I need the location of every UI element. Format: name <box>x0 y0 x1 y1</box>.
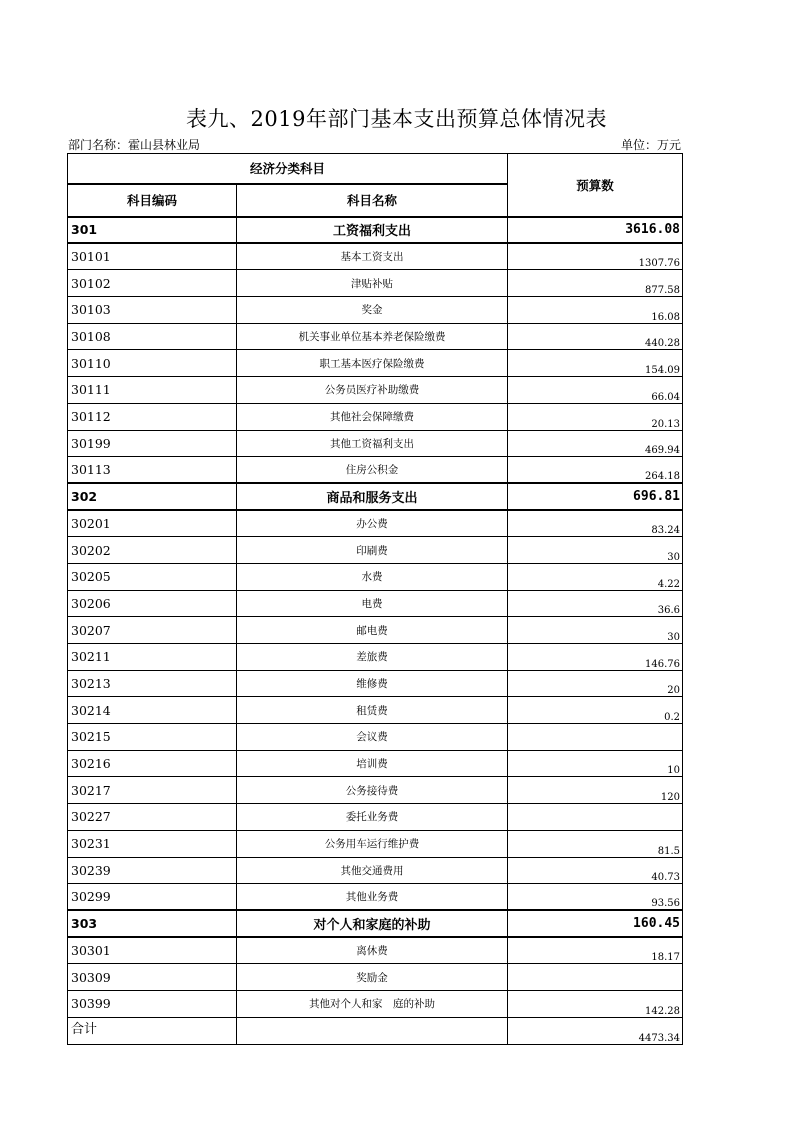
table-row <box>68 297 683 324</box>
total-label: 合计 <box>68 1017 237 1044</box>
row-value: 36.6 <box>508 590 683 617</box>
row-value: 469.94 <box>508 430 683 457</box>
row-code: 30108 <box>68 323 237 350</box>
row-value: 30 <box>508 617 683 644</box>
table-row <box>68 563 683 590</box>
row-name: 住房公积金 <box>237 457 508 484</box>
table-row <box>68 937 683 964</box>
table-row <box>68 777 683 804</box>
category-row <box>68 910 683 937</box>
row-code: 30217 <box>68 777 237 804</box>
row-value: 142.28 <box>508 990 683 1017</box>
table-row <box>68 270 683 297</box>
row-value: 160.45 <box>508 910 683 937</box>
row-code: 30201 <box>68 510 237 537</box>
table-row <box>68 617 683 644</box>
row-name: 公务接待费 <box>237 777 508 804</box>
row-name: 基本工资支出 <box>237 243 508 270</box>
row-code: 30205 <box>68 563 237 590</box>
row-code: 30207 <box>68 617 237 644</box>
row-code: 30102 <box>68 270 237 297</box>
row-name: 津贴补贴 <box>237 270 508 297</box>
row-value: 93.56 <box>508 884 683 911</box>
table-row <box>68 350 683 377</box>
row-name: 对个人和家庭的补助 <box>237 910 508 937</box>
table-row <box>68 323 683 350</box>
table-row <box>68 830 683 857</box>
row-value: 30 <box>508 537 683 564</box>
row-value: 4.22 <box>508 563 683 590</box>
row-name: 会议费 <box>237 724 508 751</box>
row-value: 1307.76 <box>508 243 683 270</box>
category-row <box>68 217 683 244</box>
row-code: 30199 <box>68 430 237 457</box>
table-row <box>68 857 683 884</box>
row-code: 30211 <box>68 644 237 671</box>
row-value: 20 <box>508 670 683 697</box>
table-row <box>68 403 683 430</box>
row-value: 264.18 <box>508 457 683 484</box>
row-code: 30216 <box>68 750 237 777</box>
row-code: 30215 <box>68 724 237 751</box>
row-name: 其他业务费 <box>237 884 508 911</box>
row-value: 154.09 <box>508 350 683 377</box>
table-row <box>68 964 683 991</box>
table-row <box>68 724 683 751</box>
header-code: 科目编码 <box>68 184 237 217</box>
row-name: 培训费 <box>237 750 508 777</box>
row-value: 16.08 <box>508 297 683 324</box>
row-code: 30239 <box>68 857 237 884</box>
table-row <box>68 537 683 564</box>
row-name: 委托业务费 <box>237 804 508 831</box>
table-row <box>68 590 683 617</box>
row-code: 30214 <box>68 697 237 724</box>
header-name: 科目名称 <box>237 184 508 217</box>
row-code: 302 <box>68 483 237 510</box>
row-code: 30299 <box>68 884 237 911</box>
row-code: 30301 <box>68 937 237 964</box>
row-code: 303 <box>68 910 237 937</box>
row-name: 奖励金 <box>237 964 508 991</box>
page-title: 表九、2019年部门基本支出预算总体情况表 <box>186 107 607 131</box>
header-economic-classification: 经济分类科目 <box>68 154 508 184</box>
department-name: 部门名称：霍山县林业局 <box>68 138 201 152</box>
table-row <box>68 990 683 1017</box>
row-name: 办公费 <box>237 510 508 537</box>
row-name: 奖金 <box>237 297 508 324</box>
table-row <box>68 884 683 911</box>
table-row <box>68 670 683 697</box>
row-code: 30399 <box>68 990 237 1017</box>
row-value: 81.5 <box>508 830 683 857</box>
row-name: 水费 <box>237 563 508 590</box>
row-name: 其他社会保障缴费 <box>237 403 508 430</box>
table-row <box>68 750 683 777</box>
row-name: 其他交通费用 <box>237 857 508 884</box>
row-name: 邮电费 <box>237 617 508 644</box>
table-row <box>68 243 683 270</box>
row-name: 其他对个人和家 庭的补助 <box>237 990 508 1017</box>
row-code: 30103 <box>68 297 237 324</box>
row-value: 66.04 <box>508 377 683 404</box>
row-code: 30309 <box>68 964 237 991</box>
row-code: 30111 <box>68 377 237 404</box>
row-code: 30231 <box>68 830 237 857</box>
row-value: 877.58 <box>508 270 683 297</box>
total-name-empty <box>237 1017 508 1044</box>
table-row <box>68 644 683 671</box>
row-code: 30227 <box>68 804 237 831</box>
table-row <box>68 377 683 404</box>
row-value: 40.73 <box>508 857 683 884</box>
row-value <box>508 804 683 831</box>
table-row <box>68 697 683 724</box>
total-row <box>68 1017 683 1044</box>
row-code: 30101 <box>68 243 237 270</box>
row-value: 0.2 <box>508 697 683 724</box>
table-row <box>68 510 683 537</box>
budget-table <box>67 153 683 1045</box>
row-value: 696.81 <box>508 483 683 510</box>
row-value: 20.13 <box>508 403 683 430</box>
total-value: 4473.34 <box>508 1017 683 1044</box>
row-code: 301 <box>68 217 237 244</box>
row-value: 146.76 <box>508 644 683 671</box>
row-name: 公务员医疗补助缴费 <box>237 377 508 404</box>
row-name: 职工基本医疗保险缴费 <box>237 350 508 377</box>
row-name: 其他工资福利支出 <box>237 430 508 457</box>
row-value: 120 <box>508 777 683 804</box>
row-code: 30213 <box>68 670 237 697</box>
row-code: 30206 <box>68 590 237 617</box>
table-row <box>68 430 683 457</box>
row-name: 工资福利支出 <box>237 217 508 244</box>
row-name: 公务用车运行维护费 <box>237 830 508 857</box>
table-row <box>68 804 683 831</box>
row-value <box>508 724 683 751</box>
row-name: 维修费 <box>237 670 508 697</box>
category-row <box>68 483 683 510</box>
unit-label: 单位：万元 <box>620 138 681 152</box>
row-name: 租赁费 <box>237 697 508 724</box>
header-budget: 预算数 <box>508 154 683 217</box>
row-value: 3616.08 <box>508 217 683 244</box>
row-value: 10 <box>508 750 683 777</box>
row-code: 30112 <box>68 403 237 430</box>
row-name: 差旅费 <box>237 644 508 671</box>
row-value: 18.17 <box>508 937 683 964</box>
row-code: 30113 <box>68 457 237 484</box>
row-name: 电费 <box>237 590 508 617</box>
row-name: 机关事业单位基本养老保险缴费 <box>237 323 508 350</box>
table-row <box>68 457 683 484</box>
row-code: 30202 <box>68 537 237 564</box>
row-value <box>508 964 683 991</box>
row-value: 440.28 <box>508 323 683 350</box>
row-value: 83.24 <box>508 510 683 537</box>
row-name: 印刷费 <box>237 537 508 564</box>
row-name: 离休费 <box>237 937 508 964</box>
row-name: 商品和服务支出 <box>237 483 508 510</box>
row-code: 30110 <box>68 350 237 377</box>
